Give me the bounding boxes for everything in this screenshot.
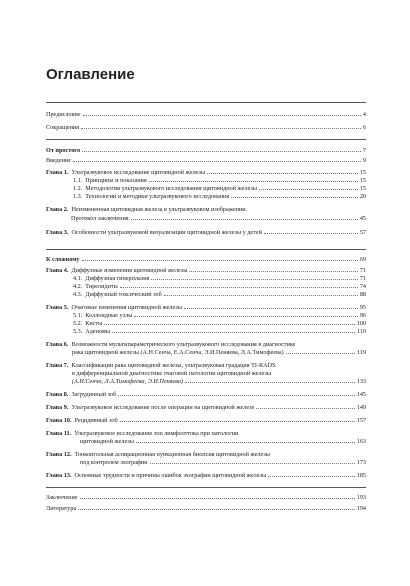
toc-section-5-2[interactable] xyxy=(73,320,366,328)
dot-leader xyxy=(185,382,355,383)
page-number: 193 xyxy=(356,494,366,501)
toc-chapter-6-cont[interactable] xyxy=(72,349,366,357)
chapter-title: Диффузные изменения щитовидной железы xyxy=(71,267,188,274)
entry-title: Заключение xyxy=(46,494,78,501)
page-number: 100 xyxy=(356,320,366,327)
page-number: 95 xyxy=(359,304,366,311)
dot-leader xyxy=(112,332,355,333)
divider xyxy=(46,249,366,250)
entry-title: Введение xyxy=(46,157,71,164)
section-number: 5.3. xyxy=(73,328,83,335)
dot-leader xyxy=(131,219,358,220)
page-number: 88 xyxy=(359,291,366,298)
chapter-number: Глава 9. xyxy=(46,404,69,411)
dot-leader xyxy=(80,498,355,499)
page-number: 96 xyxy=(359,312,366,319)
chapter-title: Неизмененная щитовидная железа в ультразвуковом изображении. xyxy=(71,206,248,213)
chapter-title-cont: Протокол заключения xyxy=(71,215,129,222)
chapter-title: Очаговые изменения щитовидной железы xyxy=(71,304,182,311)
toc-chapter-9[interactable] xyxy=(46,404,366,412)
chapter-title-cont: в дифференциальной диагностике очаговой патологии щитовидной железы xyxy=(72,370,272,377)
toc-chapter-4[interactable] xyxy=(46,267,366,275)
toc-part-heading-2[interactable] xyxy=(46,256,366,264)
dot-leader xyxy=(164,295,358,296)
page-number: 6 xyxy=(362,124,366,131)
section-number: 4.3. xyxy=(73,291,83,298)
page-number: 45 xyxy=(359,215,366,222)
section-number: 4.1. xyxy=(73,275,83,282)
dot-leader xyxy=(231,197,358,198)
page-number: 149 xyxy=(356,404,366,411)
dot-leader xyxy=(118,395,354,396)
dot-leader xyxy=(256,408,354,409)
dot-leader xyxy=(82,260,358,261)
toc-section-1-2[interactable] xyxy=(73,185,366,193)
toc-chapter-2[interactable] xyxy=(46,206,366,214)
section-title: Принципы и показания xyxy=(85,177,147,184)
dot-leader xyxy=(134,316,357,317)
page-number: 15 xyxy=(359,169,366,176)
chapter-title-cont: (А.Н.Сенча, Л.А.Тимофеева, Э.И.Пеняева) xyxy=(72,378,184,385)
toc-section-4-2[interactable] xyxy=(73,283,366,291)
chapter-title: Ультразвуковое исследование щитовидной железы xyxy=(71,169,205,176)
page-number: 119 xyxy=(356,349,366,356)
section-title: Тиреоидиты xyxy=(85,283,118,290)
chapter-number: Глава 8. xyxy=(46,391,69,398)
page-number: 110 xyxy=(356,328,366,335)
section-title: Коллоидные узлы xyxy=(85,312,133,319)
chapter-title-cont: щитовидной железы xyxy=(80,438,134,445)
toc-section-4-1[interactable] xyxy=(73,275,366,283)
chapter-number: Глава 13. xyxy=(46,472,72,479)
toc-chapter-7-cont-1[interactable] xyxy=(72,370,366,378)
dot-leader xyxy=(286,353,355,354)
entry-title: Сокращения xyxy=(46,124,80,131)
chapter-number: Глава 4. xyxy=(46,267,69,274)
section-title: Технологии и методики ультразвукового исследования xyxy=(85,193,230,200)
toc-chapter-2-cont[interactable] xyxy=(71,215,366,223)
page-number: 145 xyxy=(356,391,366,398)
chapter-number: Глава 1. xyxy=(46,169,69,176)
page-number: 69 xyxy=(359,256,366,263)
chapter-number: Глава 7. xyxy=(46,362,69,369)
divider xyxy=(46,102,366,103)
dot-leader xyxy=(81,128,361,129)
dot-leader xyxy=(150,463,355,464)
chapter-number: Глава 5. xyxy=(46,304,69,311)
section-number: 1.2. xyxy=(73,185,83,192)
dot-leader xyxy=(151,279,357,280)
chapter-title: Ультразвуковое исследование после операции на щитовидной железе xyxy=(71,404,255,411)
page-title: Оглавление xyxy=(46,66,135,83)
section-title: Методология ультразвукового исследования щитовидной железы xyxy=(85,185,257,192)
page-number: 20 xyxy=(359,193,366,200)
chapter-number: Глава 2. xyxy=(46,206,69,213)
chapter-number: Глава 11. xyxy=(46,430,72,437)
toc-section-1-3[interactable] xyxy=(73,193,366,201)
dot-leader xyxy=(189,271,357,272)
section-number: 4.2. xyxy=(73,283,83,290)
page-number: 157 xyxy=(356,417,366,424)
toc-chapter-11[interactable] xyxy=(46,430,366,438)
dot-leader xyxy=(83,115,361,116)
toc-chapter-7[interactable] xyxy=(46,362,366,370)
page-number: 15 xyxy=(359,177,366,184)
section-title: Кисты xyxy=(85,320,103,327)
chapter-title: Ультразвуковое исследование зон лимфооттока при патологии xyxy=(74,430,239,437)
chapter-title: Особенности ультразвуковой визуализации щитовидной железы у детей xyxy=(71,229,262,236)
chapter-number: Глава 3. xyxy=(46,229,69,236)
page-number: 57 xyxy=(359,229,366,236)
divider xyxy=(46,487,366,488)
toc-section-5-1[interactable] xyxy=(73,312,366,320)
toc-section-1-1[interactable] xyxy=(73,177,366,185)
toc-chapter-1[interactable] xyxy=(46,169,366,177)
entry-title: Предисловие xyxy=(46,111,81,118)
page-number: 15 xyxy=(359,185,366,192)
toc-entry-literature[interactable] xyxy=(46,505,366,513)
page-number: 71 xyxy=(359,275,366,282)
dot-leader xyxy=(207,173,358,174)
page-number: 133 xyxy=(356,378,366,385)
section-title: Диффузная гиперплазия xyxy=(85,275,150,282)
dot-leader xyxy=(184,308,358,309)
chapter-title-cont: рака щитовидной железы (А.Н.Сенча, Е.А.Сенча, Э.И.Пеняева, Л.А.Тимофеева) xyxy=(72,349,284,356)
chapter-title: Загрудинный зоб xyxy=(71,391,117,398)
toc-chapter-3[interactable] xyxy=(46,229,366,237)
toc-entry-conclusion[interactable] xyxy=(46,494,366,502)
toc-chapter-13[interactable] xyxy=(46,472,366,480)
part-title: От простого xyxy=(46,147,81,154)
page-number: 71 xyxy=(359,267,366,274)
toc-part-heading-1[interactable] xyxy=(46,147,366,155)
section-number: 5.1. xyxy=(73,312,83,319)
chapter-title: Основные трудности и причины ошибок эхографии щитовидной железы xyxy=(74,472,267,479)
toc-chapter-5[interactable] xyxy=(46,304,366,312)
chapter-title: Классификации рака щитовидной железы, ультразвуковая градация TI-RADS xyxy=(71,362,276,369)
section-title: Диффузный токсический зоб xyxy=(85,291,162,298)
dot-leader xyxy=(82,151,361,152)
section-number: 1.3. xyxy=(73,193,83,200)
toc-section-4-3[interactable] xyxy=(73,291,366,299)
dot-leader xyxy=(120,287,358,288)
toc-chapter-7-cont-2[interactable] xyxy=(72,378,366,386)
page-number: 173 xyxy=(356,459,366,466)
page-number: 194 xyxy=(356,505,366,512)
divider xyxy=(46,139,366,140)
chapter-title: Тонкоигольная аспирационная пункционная биопсия щитовидной железы xyxy=(74,451,270,458)
entry-title: Литература xyxy=(46,505,77,512)
dot-leader xyxy=(78,509,355,510)
chapter-number: Глава 12. xyxy=(46,451,72,458)
toc-section-5-3[interactable] xyxy=(73,328,366,336)
chapter-title-cont: под контролем эхографии xyxy=(80,459,148,466)
toc-entry-abbreviations[interactable] xyxy=(46,124,366,132)
page-number: 185 xyxy=(356,472,366,479)
page-number: 9 xyxy=(362,157,366,164)
dot-leader xyxy=(259,189,358,190)
dot-leader xyxy=(268,476,355,477)
section-number: 5.2. xyxy=(73,320,83,327)
part-title: К сложному xyxy=(46,256,80,263)
chapter-number: Глава 6. xyxy=(46,341,69,348)
page-number: 163 xyxy=(356,438,366,445)
toc-chapter-11-cont[interactable] xyxy=(80,438,366,446)
dot-leader xyxy=(104,324,354,325)
toc-chapter-6[interactable] xyxy=(46,341,366,349)
toc-chapter-10[interactable] xyxy=(46,417,366,425)
chapter-title: Рецидивный зоб xyxy=(74,417,118,424)
toc-chapter-8[interactable] xyxy=(46,391,366,399)
chapter-number: Глава 10. xyxy=(46,417,72,424)
dot-leader xyxy=(149,181,358,182)
toc-chapter-12-cont[interactable] xyxy=(80,459,366,467)
section-title: Аденомы xyxy=(85,328,111,335)
page-number: 7 xyxy=(362,147,366,154)
page-number: 4 xyxy=(362,111,366,118)
chapter-title: Возможности мультипараметрического ультразвукового исследования в диагностике xyxy=(71,341,296,348)
toc-entry-preface[interactable] xyxy=(46,111,366,119)
section-number: 1.1. xyxy=(73,177,83,184)
toc-chapter-12[interactable] xyxy=(46,451,366,459)
page-number: 74 xyxy=(359,283,366,290)
dot-leader xyxy=(120,421,355,422)
toc-entry-intro[interactable] xyxy=(46,157,366,165)
dot-leader xyxy=(73,161,361,162)
dot-leader xyxy=(136,442,355,443)
dot-leader xyxy=(264,233,358,234)
